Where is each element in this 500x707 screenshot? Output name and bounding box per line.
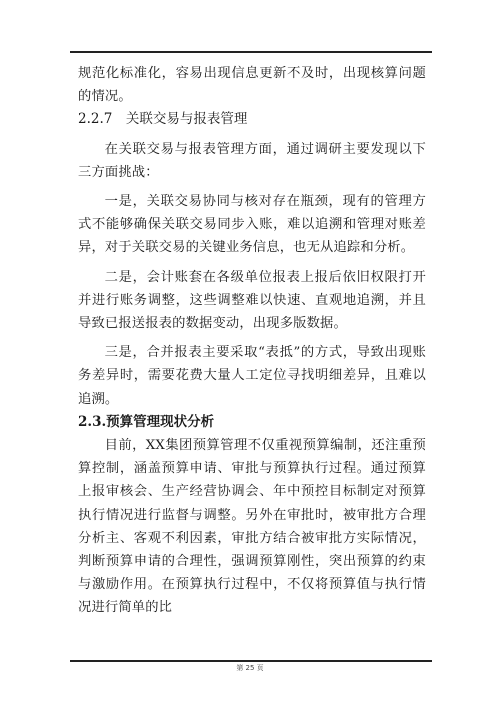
paragraph-challenge-1: 一是，关联交易协同与核对存在瓶颈，现有的管理方式不能够确保关联交易同步入账，难以追溯和管理对账差异，对于关联交易的关键业务信息，也无从追踪和分析。 [78,194,426,256]
document-body [78,62,426,620]
paragraph-challenge-3: 三是，合并报表主要采取“表抵”的方式，导致出现账务差异时，需要花费大量人工定位寻找明细差异，且难以追溯。 [78,345,426,407]
paragraph-intro: 在关联交易与报表管理方面，通过调研主要发现以下三方面挑战： [78,141,426,180]
paragraph-challenge-2: 二是，会计账套在各级单位报表上报后依旧权限打开并进行账务调整，这些调整难以快速、直观地追溯，并且导致已报送报表的数据变动，出现多版数据。 [78,269,426,332]
header-rule [70,51,432,53]
page-number: 第 25 页 [236,664,264,672]
section-heading-2-2-7: 2.2.7 关联交易与报表管理 [78,111,248,128]
footer-rule [70,660,432,662]
section-heading-2-3: 2.3.预算管理现状分析 [78,413,215,430]
paragraph-continuation: 规范化标准化，容易出现信息更新不及时，出现核算问题的情况。 [78,66,426,105]
paragraph-budget: 目前，XX集团预算管理不仅重视预算编制，还注重预算控制，涵盖预算申请、审批与预算执行过程。通过预算上报审核会、生产经营协调会、年中预控目标制定对预算执行情况进行监督与调整。另外在审批时，被审批方合理分析主、客观不利因素，审批方结合被审批方实际情况，判断预算申请的合理性，强调预算刚性，突出预算的约束与激励作用。在预算执行过程中，不仅将预算值与执行情况进行简单的比 [78,438,426,616]
